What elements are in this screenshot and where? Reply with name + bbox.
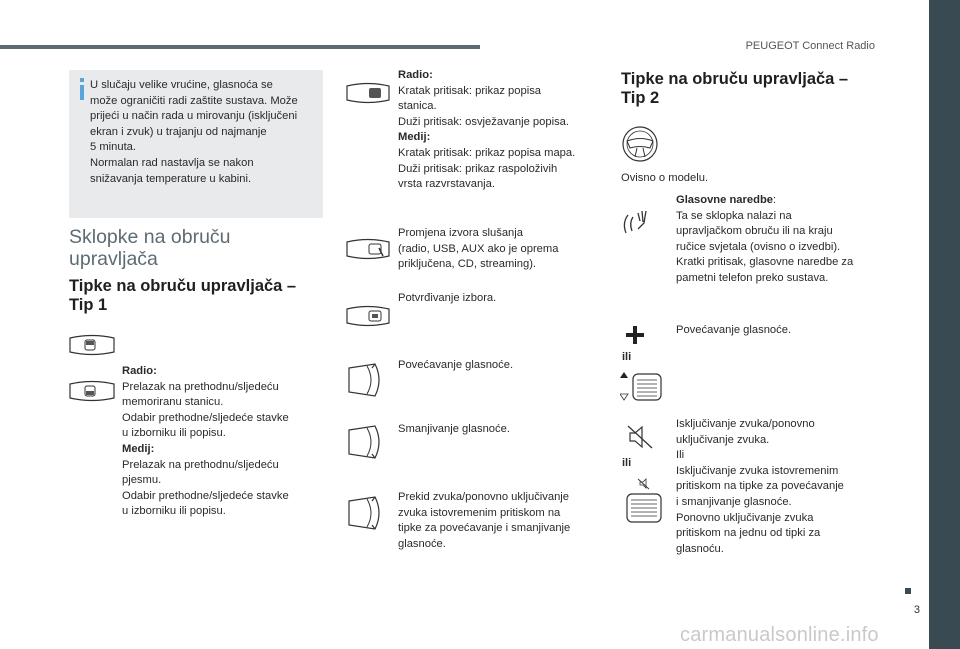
source-switch-icon <box>345 236 391 262</box>
info-line: 5 minuta. <box>90 141 137 154</box>
section-title: Sklopke na obruču upravljača <box>69 226 231 270</box>
confirm-switch-icon <box>345 303 391 329</box>
running-header: PEUGEOT Connect Radio <box>745 40 875 52</box>
type2-heading: Tipke na obruču upravljača – Tip 2 <box>621 70 849 107</box>
model-note: Ovisno o modelu. <box>621 172 709 184</box>
info-line: prijeći u način rada u mirovanju (isključeni <box>90 110 298 123</box>
page-sidebar-band <box>929 0 960 649</box>
or-label: ili <box>622 351 632 363</box>
continuation-marker <box>905 588 911 594</box>
mute-description: Prekid zvuka/ponovno uključivanje zvuka istovremenim pritiskom na tipke za povećavanje i smanjivanje glasnoće. <box>398 491 571 550</box>
volume-up-wheel-icon <box>345 360 385 400</box>
steering-wheel-icon <box>620 124 660 164</box>
voice-command-description: Glasovne naredbe: Ta se sklopka nalazi na upravljačkom obruču ili na kraju ručice svjetala (ovisno o izvedbi). Kratki pritisak, glasovne naredbe za pametni telefon preko sustava. <box>676 194 854 284</box>
confirm-description: Potvrđivanje izbora. <box>398 292 497 304</box>
plus-icon <box>626 326 644 344</box>
info-line: Normalan rad nastavlja se nakon <box>90 156 254 169</box>
page-number: 3 <box>913 604 920 616</box>
volume-down-description: Smanjivanje glasnoće. <box>398 423 510 435</box>
or-label: ili <box>622 457 632 469</box>
list-description: Radio: Kratak pritisak: prikaz popisa stanica. Duži pritisak: osvježavanje popisa. Medij: Kratak pritisak: prikaz popisa mapa. Duži pritisak: prikaz raspoloživih vrsta razvrstavanja. <box>398 69 576 191</box>
info-line: ekran i zvuk) u trajanju od najmanje <box>90 125 267 138</box>
header-rule <box>0 45 480 49</box>
info-line: snižavanja temperature u kabini. <box>90 172 252 185</box>
info-icon <box>76 78 88 100</box>
watermark: carmanualsonline.info <box>680 624 879 646</box>
volume-up-button-icon <box>620 372 664 402</box>
type2-volume-up-description: Povećavanje glasnoće. <box>676 324 792 336</box>
steering-switch-rocker-icon <box>68 378 116 404</box>
type1-heading: Tipke na obruču upravljača – Tip 1 <box>69 277 297 314</box>
voice-command-icon <box>620 205 656 235</box>
steering-switch-top-icon <box>68 332 116 358</box>
source-description: Promjena izvora slušanja (radio, USB, AUX ako je oprema priključena, CD, streaming). <box>398 227 559 271</box>
info-box-text <box>90 78 318 187</box>
type2-mute-description: Isključivanje zvuka/ponovno uključivanje zvuka. Ili Isključivanje zvuka istovremenim pritiskom na tipke za povećavanje i smanjivanje glasnoće. Ponovno uključivanje zvuka pritiskom na jednu od tipki za glasnoću. <box>676 418 844 555</box>
volume-up-description: Povećavanje glasnoće. <box>398 359 514 371</box>
type1-description: Radio: Prelazak na prethodnu/sljedeću memoriranu stanicu. Odabir prethodne/sljedeće stavke u izborniku ili popisu. Medij: Prelazak na prethodnu/sljedeću pjesmu. Odabir prethodne/sljedeće stavke u izborniku ili popisu. <box>122 365 289 518</box>
info-line: može ograničiti radi zaštite sustava. Može <box>90 94 298 107</box>
mute-icon <box>626 424 656 450</box>
mute-button-icon <box>624 478 664 524</box>
info-line: U slučaju velike vrućine, glasnoća se <box>90 79 273 91</box>
list-switch-icon <box>345 80 391 106</box>
volume-down-wheel-icon <box>345 422 385 462</box>
mute-wheel-icon <box>345 493 385 533</box>
